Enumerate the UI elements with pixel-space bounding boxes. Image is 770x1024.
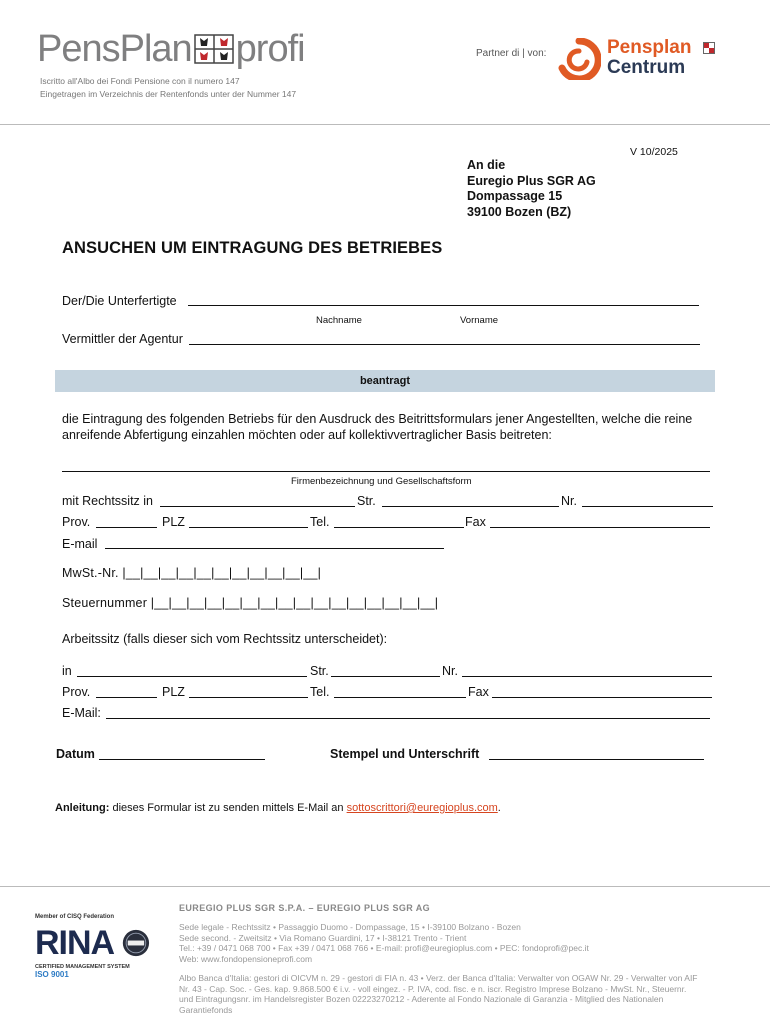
fax-label: Fax [465, 515, 486, 529]
work-phone-label: Tel. [310, 685, 330, 699]
recipient-line: Euregio Plus SGR AG [467, 173, 596, 188]
registration-italian: Iscritto all'Albo dei Fondi Pensione con il numero 147 [40, 76, 240, 86]
work-street-field[interactable] [331, 676, 440, 677]
work-fax-label: Fax [468, 685, 489, 699]
centrum-line-2: Centrum [607, 57, 686, 78]
seat-city-field[interactable] [160, 506, 355, 507]
footer-address-block [179, 922, 589, 964]
work-zip-field[interactable] [189, 697, 308, 698]
footer-line: Web: www.fondopensioneprofi.com [179, 953, 313, 964]
footer-legal-block [179, 973, 739, 1015]
cert-member: Member of CISQ Federation [35, 914, 115, 920]
work-seat-label: Arbeitssitz (falls dieser sich vom Rechtssitz unterscheidet): [62, 632, 388, 646]
work-city-field[interactable] [77, 676, 307, 677]
instruction-end: . [497, 802, 501, 814]
registration-german: Eingetragen im Verzeichnis der Rentenfonds unter der Nummer 147 [40, 89, 297, 99]
fax-field[interactable] [490, 527, 710, 528]
work-zip-label: PLZ [162, 685, 185, 699]
work-province-label: Prov. [62, 685, 91, 699]
tax-label: Steuernummer [62, 596, 148, 610]
document-title: ANSUCHEN UM EINTRAGUNG DES BETRIEBES [62, 239, 443, 257]
footer-line: Nr. 43 - Cap. Soc. - Ges. kap. 9.868.500 € i.v. - voll eingez. - P. IVA, cod. fisc. e n. iscr. Registro Imprese Bolzano - MwSt. Nr., Steuernr. [179, 983, 687, 994]
vat-boxes[interactable]: |__|__|__|__|__|__|__|__|__|__|__| [122, 566, 322, 580]
signature-field[interactable] [489, 759, 704, 760]
vat-number-row [62, 566, 321, 580]
date-field[interactable] [99, 759, 265, 760]
surname-caption: Nachname [316, 315, 362, 326]
email-field[interactable] [105, 548, 444, 549]
version-label: V 10/2025 [630, 146, 678, 158]
recipient-address [467, 158, 596, 220]
footer-line: Garantiefonds [179, 1004, 233, 1015]
date-label: Datum [56, 747, 95, 761]
instruction-text: dieses Formular ist zu senden mittels E-Mail an [112, 802, 344, 814]
footer-line: Tel.: +39 / 0471 068 700 • Fax +39 / 0471 068 766 • E-mail: profi@euregioplus.com • PEC: fondoprofi@pec.it [179, 943, 589, 953]
zip-label: PLZ [162, 515, 185, 529]
seat-label: mit Rechtssitz in [62, 494, 153, 508]
footer-line: Albo Banca d'Italia: gestori di OICVM n. 29 - gestori di FIA n. 43 • Verz. der Banca d'Italia: Verwalter von OGAW Nr. 29 - Verwalter von AIF [179, 973, 698, 983]
coat-of-arms-icon [194, 34, 234, 64]
number-label: Nr. [561, 494, 577, 508]
requests-bar: beantragt [55, 370, 715, 392]
footer-line: und Eintragungsnr. im Handelsregister Bozen 02223270212 - Aderente al Fondo Nazionale di Garanzia - Mitglied des Nationalen [179, 994, 664, 1004]
cert-logos [35, 922, 150, 964]
work-number-field[interactable] [462, 676, 712, 677]
partner-label: Partner di | von: [476, 48, 547, 59]
pensplan-profi-logo [37, 28, 305, 71]
cert-iso: ISO 9001 [35, 970, 69, 979]
signature-label: Stempel und Unterschrift [330, 747, 480, 761]
iqnet-icon [122, 926, 150, 960]
instruction-line [55, 802, 501, 814]
email-label: E-mail [62, 537, 98, 551]
footer-line: Sede legale - Rechtssitz • Passaggio Duomo - Dompassage, 15 • I-39100 Bolzano - Bozen [179, 922, 521, 932]
company-caption: Firmenbezeichnung und Gesellschaftsform [291, 476, 472, 487]
pensplan-centrum-wordmark [607, 38, 691, 78]
work-fax-field[interactable] [492, 697, 712, 698]
work-province-field[interactable] [96, 697, 157, 698]
work-street-label: Str. [310, 664, 329, 678]
company-name-field[interactable] [62, 471, 710, 472]
street-field[interactable] [382, 506, 559, 507]
recipient-line: An die [467, 158, 506, 172]
firstname-caption: Vorname [460, 315, 499, 326]
logo-text-pensplan: PensPlan [37, 28, 192, 70]
agent-label: Vermittler der Agentur [62, 332, 183, 346]
rina-certification-badge [35, 914, 150, 979]
province-label: Prov. [62, 515, 91, 529]
recipient-line: Dompassage 15 [467, 189, 563, 203]
centrum-line-1: Pensplan [607, 37, 692, 58]
cert-system: CERTIFIED MANAGEMENT SYSTEM [35, 964, 130, 970]
logo-text-profi: profi [235, 28, 305, 70]
small-shield-icon [703, 42, 715, 54]
number-field[interactable] [582, 506, 713, 507]
tax-number-row [62, 596, 438, 610]
rina-logo: RINA [35, 924, 115, 962]
work-phone-field[interactable] [334, 697, 466, 698]
province-field[interactable] [96, 527, 157, 528]
work-email-field[interactable] [106, 718, 710, 719]
request-paragraph: die Eintragung des folgenden Betriebs für den Ausdruck des Beitrittsformulars jener Angestellten, welche die reine anreifende Abfertigung einzahlen möchten oder auf kollektivvertraglicher Basis beitreten: [62, 412, 693, 442]
work-city-label: in [62, 664, 72, 678]
undersigned-field[interactable] [188, 305, 699, 306]
street-label: Str. [357, 494, 376, 508]
zip-field[interactable] [189, 527, 308, 528]
undersigned-label: Der/Die Unterfertigte [62, 294, 177, 308]
phone-label: Tel. [310, 515, 330, 529]
footer-line: Sede second. - Zweitsitz • Via Romano Guardini, 17 • I-38121 Trento - Trient [179, 932, 467, 943]
phone-field[interactable] [334, 527, 464, 528]
tax-boxes[interactable]: |__|__|__|__|__|__|__|__|__|__|__|__|__|__|__|__| [150, 596, 439, 610]
header-divider [0, 124, 770, 125]
vat-label: MwSt.-Nr. [62, 566, 119, 580]
footer-divider [0, 886, 770, 887]
agent-field[interactable] [189, 344, 700, 345]
work-email-label: E-Mail: [62, 706, 101, 720]
recipient-line: 39100 Bozen (BZ) [467, 204, 572, 219]
footer-company-title: EUREGIO PLUS SGR S.P.A. – EUREGIO PLUS SGR AG [179, 903, 431, 913]
submission-email-link[interactable]: sottoscrittori@euregioplus.com [346, 802, 498, 814]
instruction-lead: Anleitung: [55, 802, 110, 814]
pensplan-centrum-logo-icon [557, 38, 601, 80]
work-number-label: Nr. [442, 664, 458, 678]
